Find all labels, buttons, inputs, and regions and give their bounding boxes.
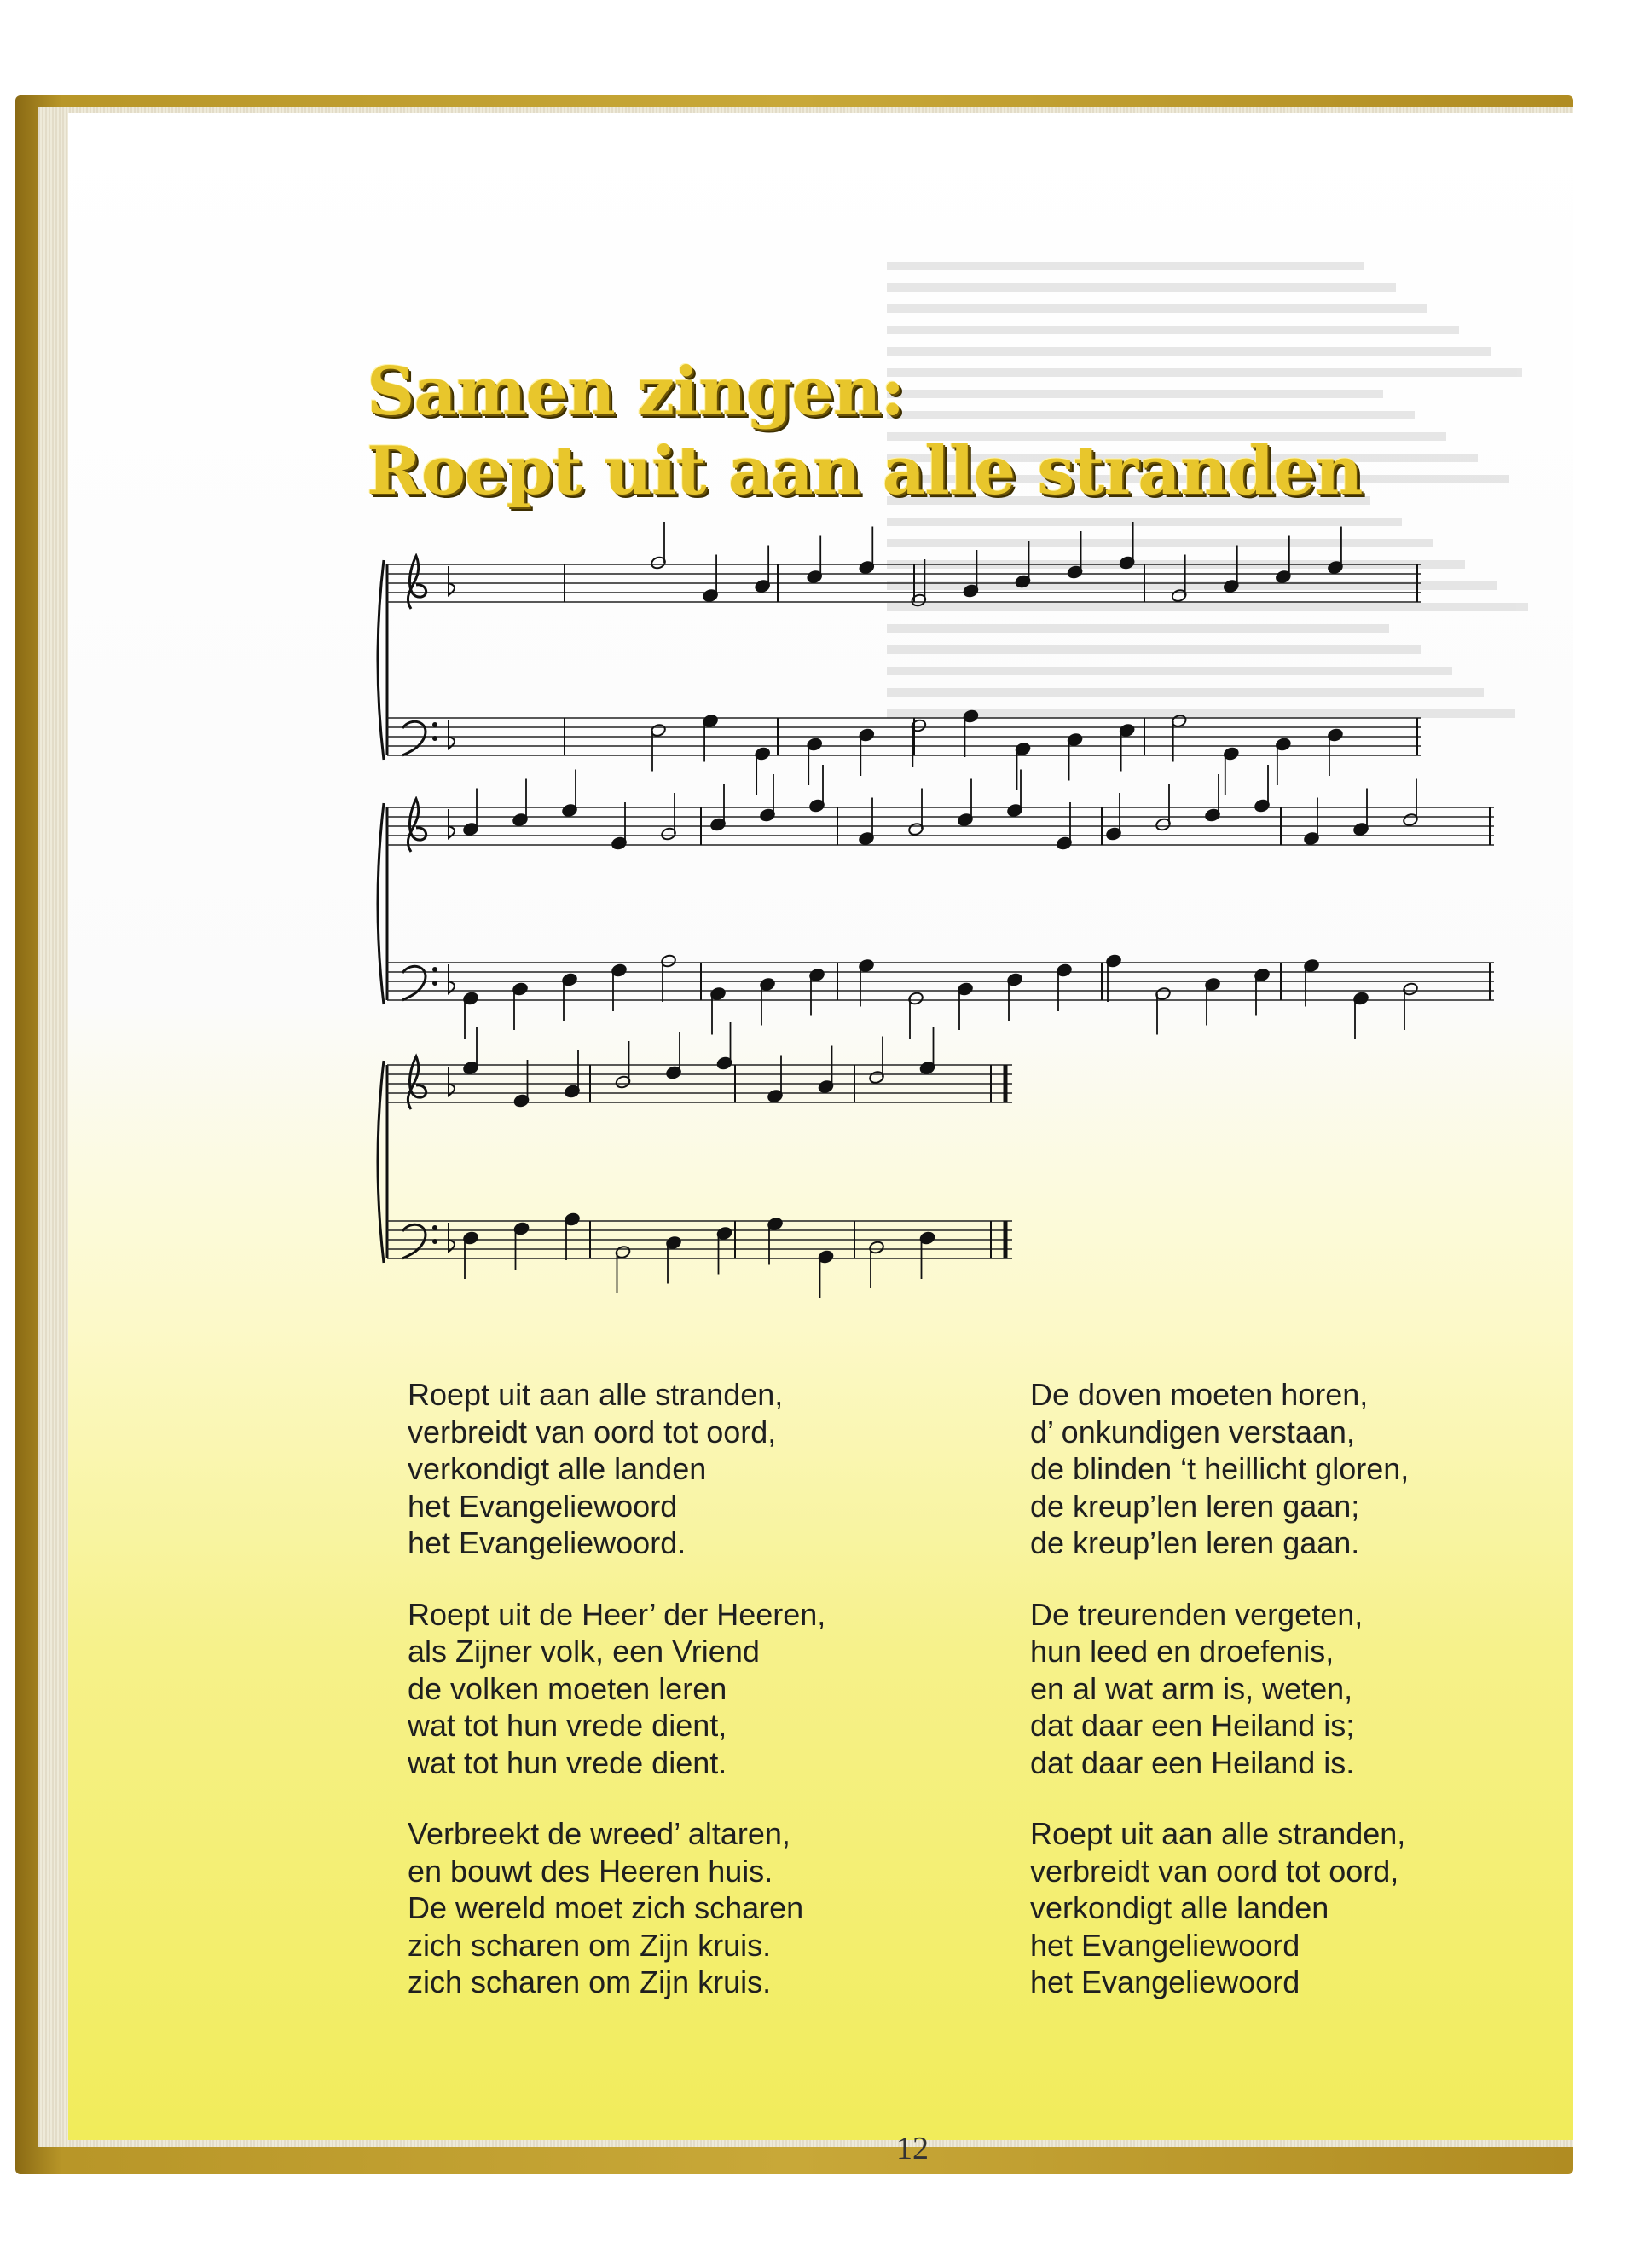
flat-sign-icon (449, 566, 455, 595)
bass-clef-dot (432, 736, 437, 741)
lyric-line: dat daar een Heiland is. (1030, 1744, 1355, 1780)
lyric-line: en bouwt des Heeren huis. (408, 1853, 773, 1889)
lyrics-stanza (408, 1815, 953, 2001)
lyric-line: Roept uit aan alle stranden, (408, 1377, 784, 1412)
lyric-line: hun leed en droefenis, (1030, 1634, 1335, 1669)
lyric-line: het Evangeliewoord (408, 1488, 678, 1524)
lyric-line: het Evangeliewoord (1030, 1964, 1300, 1999)
lyric-line: de kreup’len leren gaan. (1030, 1525, 1360, 1560)
lyric-line: d’ onkundigen verstaan, (1030, 1414, 1355, 1449)
bleed-line (887, 262, 1364, 270)
lyric-line: wat tot hun vrede dient, (408, 1708, 727, 1743)
scan-background (0, 0, 1573, 101)
lyrics-stanza (408, 1596, 953, 1782)
lyric-line: verbreidt van oord tot oord, (1030, 1853, 1399, 1889)
flat-sign-icon (449, 1067, 455, 1096)
flat-sign-icon (449, 1223, 455, 1252)
bleed-line (887, 518, 1402, 526)
lyric-line: zich scharen om Zijn kruis. (408, 1964, 772, 1999)
score-brace (378, 560, 384, 760)
bass-clef-dot (432, 981, 437, 986)
lyric-line: zich scharen om Zijn kruis. (408, 1927, 772, 1963)
sheet-music-score (377, 543, 1520, 1276)
lyric-line: dat daar een Heiland is; (1030, 1708, 1355, 1743)
lyric-line: wat tot hun vrede dient. (408, 1744, 727, 1780)
lyrics-left-column (408, 1376, 953, 2035)
score-brace (378, 1061, 384, 1263)
lyrics-stanza (1030, 1596, 1627, 1782)
bleed-line (887, 304, 1427, 313)
lyrics-stanza (1030, 1376, 1627, 1562)
lyric-line: het Evangeliewoord (1030, 1927, 1300, 1963)
bleed-line (887, 411, 1415, 419)
bleed-line (887, 390, 1383, 398)
flat-sign-icon (449, 720, 455, 749)
lyric-line: het Evangeliewoord. (408, 1525, 686, 1560)
bass-clef-dot (432, 1239, 437, 1244)
lyric-line: Verbreekt de wreed’ altaren, (408, 1816, 790, 1851)
lyrics-stanza (408, 1376, 953, 1562)
lyric-line: Roept uit de Heer’ der Heeren, (408, 1596, 826, 1632)
bleed-line (887, 347, 1491, 356)
book-page (68, 113, 1573, 2167)
lyric-line: De doven moeten horen, (1030, 1377, 1369, 1412)
bass-clef-dot (432, 967, 437, 972)
lyric-line: De wereld moet zich scharen (408, 1890, 804, 1925)
bleed-line (887, 326, 1459, 334)
lyric-line: de blinden ‘t heillicht gloren, (1030, 1451, 1410, 1486)
lyric-line: verbreidt van oord tot oord, (408, 1414, 777, 1449)
lyric-line: de volken moeten leren (408, 1670, 727, 1706)
page-number: 12 (896, 2131, 929, 2167)
lyric-line: als Zijner volk, een Vriend (408, 1634, 760, 1669)
flat-sign-icon (449, 809, 455, 838)
flat-sign-icon (449, 964, 455, 993)
bleed-line (887, 368, 1522, 377)
bass-clef-dot (432, 722, 437, 727)
lyric-line: Roept uit aan alle stranden, (1030, 1816, 1406, 1851)
lyric-line: verkondigt alle landen (1030, 1890, 1329, 1925)
bleed-line (887, 283, 1396, 292)
lyric-line: verkondigt alle landen (408, 1451, 707, 1486)
bass-clef-dot (432, 1225, 437, 1230)
page-title-line-2: Roept uit aan alle stranden (367, 432, 1363, 510)
lyric-line: de kreup’len leren gaan; (1030, 1488, 1360, 1524)
lyrics-stanza (1030, 1815, 1627, 2001)
lyric-line: De treurenden vergeten, (1030, 1596, 1364, 1632)
page-title-line-1: Samen zingen: (367, 353, 905, 431)
lyric-line: en al wat arm is, weten, (1030, 1670, 1353, 1706)
lyrics-right-column (1030, 1376, 1627, 2035)
score-brace (378, 803, 384, 1004)
